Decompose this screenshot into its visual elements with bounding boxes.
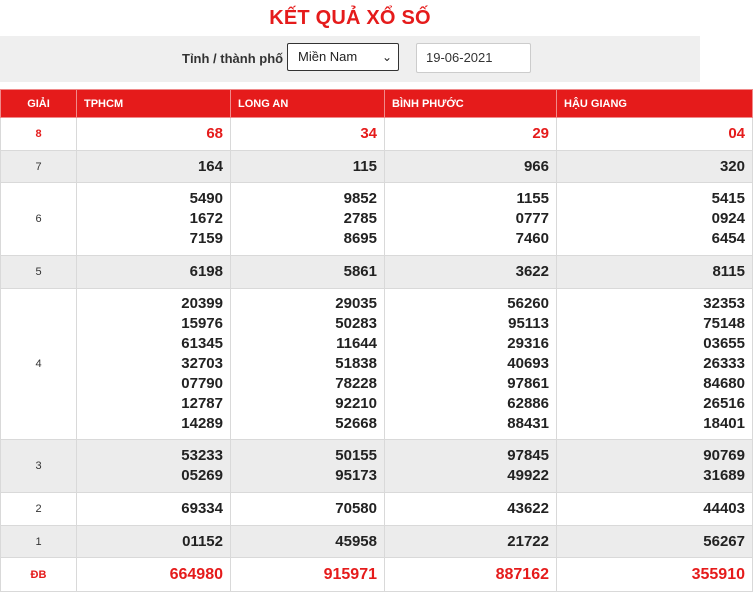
date-input[interactable] [416, 43, 531, 73]
result-number: 69334 [181, 500, 223, 517]
table-row [1, 183, 753, 256]
result-number: 14289 [181, 415, 223, 432]
table-row [1, 440, 753, 493]
prize-label: 2 [1, 493, 77, 526]
result-cell [557, 151, 753, 183]
result-number: 6198 [189, 263, 223, 280]
result-cell [557, 558, 753, 592]
result-number: 2785 [343, 210, 377, 227]
result-cell [557, 183, 753, 256]
header-prize: GIẢI [1, 90, 77, 118]
table-row [1, 526, 753, 558]
header-province-1: TPHCM [77, 90, 231, 118]
result-number: 18401 [703, 415, 745, 432]
result-number: 56267 [703, 532, 745, 550]
result-number: 70580 [335, 500, 377, 517]
result-cell [231, 558, 385, 592]
result-number: 15976 [181, 315, 223, 332]
result-number: 07790 [181, 375, 223, 392]
result-number: 29316 [507, 335, 549, 352]
result-cell [77, 526, 231, 558]
result-cell [231, 183, 385, 256]
result-number: 355910 [691, 565, 745, 583]
result-number: 01152 [182, 532, 223, 550]
result-number: 6454 [711, 230, 745, 247]
prize-label: 7 [1, 151, 77, 183]
result-number: 21722 [507, 532, 549, 550]
prize-label: 4 [1, 289, 77, 440]
result-number: 44403 [703, 500, 745, 517]
result-number: 05269 [181, 467, 223, 484]
result-number: 32703 [181, 355, 223, 372]
result-number: 43622 [507, 500, 549, 517]
result-cell [557, 440, 753, 493]
result-number: 34 [360, 125, 377, 142]
result-number: 78228 [335, 375, 377, 392]
result-number: 31689 [703, 467, 745, 484]
header-province-3: BÌNH PHƯỚC [385, 90, 557, 118]
table-row [1, 493, 753, 526]
table-row [1, 151, 753, 183]
result-number: 75148 [703, 315, 745, 332]
prize-label: 6 [1, 183, 77, 256]
result-cell [77, 558, 231, 592]
prize-label: 3 [1, 440, 77, 493]
table-row [1, 289, 753, 440]
result-cell [385, 526, 557, 558]
filter-bar [0, 36, 700, 82]
result-number: 915971 [323, 565, 377, 583]
result-number: 12787 [181, 395, 223, 412]
result-number: 0924 [711, 210, 745, 227]
result-number: 92210 [335, 395, 377, 412]
result-number: 115 [352, 157, 377, 175]
result-number: 84680 [703, 375, 745, 392]
result-cell [385, 440, 557, 493]
table-row [1, 118, 753, 151]
result-cell [77, 183, 231, 256]
result-number: 7460 [515, 230, 549, 247]
result-number: 3622 [515, 263, 549, 280]
result-cell [231, 526, 385, 558]
result-number: 5415 [711, 190, 745, 207]
prize-label: 5 [1, 256, 77, 289]
results-table [0, 89, 753, 592]
header-province-4: HẬU GIANG [557, 90, 753, 118]
result-number: 45958 [335, 532, 377, 550]
result-cell [231, 118, 385, 151]
prize-label: 8 [1, 118, 77, 151]
result-cell [385, 151, 557, 183]
result-number: 90769 [703, 447, 745, 464]
result-number: 1155 [516, 190, 549, 207]
date-input-value: 19-06-2021 [426, 50, 493, 65]
page-title: KẾT QUẢ XỔ SỐ [269, 7, 431, 29]
result-number: 664980 [169, 565, 223, 583]
result-number: 29035 [335, 295, 377, 312]
result-number: 8695 [343, 230, 377, 247]
result-cell [231, 493, 385, 526]
result-cell [385, 183, 557, 256]
header-row [1, 90, 753, 118]
result-cell [231, 256, 385, 289]
table-row [1, 256, 753, 289]
result-cell [385, 256, 557, 289]
result-number: 8115 [712, 263, 745, 280]
result-number: 95173 [335, 467, 377, 484]
result-cell [231, 151, 385, 183]
chevron-down-icon: ⌄ [381, 50, 392, 64]
result-cell [557, 118, 753, 151]
result-number: 50155 [335, 447, 377, 464]
result-cell [231, 440, 385, 493]
prize-label: 1 [1, 526, 77, 558]
result-cell [385, 118, 557, 151]
result-number: 40693 [507, 355, 549, 372]
result-number: 97845 [507, 447, 549, 464]
result-number: 88431 [507, 415, 549, 432]
result-number: 03655 [703, 335, 745, 352]
result-number: 62886 [507, 395, 549, 412]
result-number: 51838 [335, 355, 377, 372]
result-number: 1672 [189, 210, 223, 227]
result-number: 320 [719, 157, 745, 175]
result-cell [385, 558, 557, 592]
result-number: 887162 [495, 565, 549, 583]
header-province-2: LONG AN [231, 90, 385, 118]
result-number: 61345 [181, 335, 223, 352]
result-number: 0777 [515, 210, 549, 227]
prize-label: ĐB [1, 558, 77, 592]
result-number: 26516 [703, 395, 745, 412]
result-number: 20399 [181, 295, 223, 312]
result-number: 53233 [181, 447, 223, 464]
result-cell [557, 493, 753, 526]
result-cell [557, 526, 753, 558]
result-cell [77, 118, 231, 151]
result-number: 9852 [343, 190, 377, 207]
result-cell [77, 151, 231, 183]
result-number: 164 [197, 157, 223, 175]
result-cell [231, 289, 385, 440]
result-number: 26333 [703, 355, 745, 372]
result-cell [77, 440, 231, 493]
result-number: 56260 [507, 295, 549, 312]
result-cell [557, 289, 753, 440]
result-number: 32353 [703, 295, 745, 312]
result-cell [385, 289, 557, 440]
result-cell [77, 256, 231, 289]
result-number: 49922 [507, 467, 549, 484]
result-number: 29 [532, 125, 549, 142]
result-number: 5861 [343, 263, 377, 280]
result-number: 11644 [336, 335, 377, 352]
province-label: Tỉnh / thành phố [182, 51, 284, 66]
result-cell [77, 493, 231, 526]
result-number: 966 [523, 157, 549, 175]
result-number: 52668 [335, 415, 377, 432]
result-number: 50283 [335, 315, 377, 332]
result-number: 97861 [507, 375, 549, 392]
region-select-value: Miền Nam [298, 49, 358, 64]
result-number: 5490 [189, 190, 223, 207]
result-cell [385, 493, 557, 526]
result-cell [557, 256, 753, 289]
table-row [1, 558, 753, 592]
result-cell [77, 289, 231, 440]
result-number: 95113 [508, 315, 549, 332]
result-number: 7159 [189, 230, 223, 247]
result-number: 04 [728, 125, 745, 142]
result-number: 68 [206, 125, 223, 142]
region-select[interactable] [287, 43, 399, 71]
